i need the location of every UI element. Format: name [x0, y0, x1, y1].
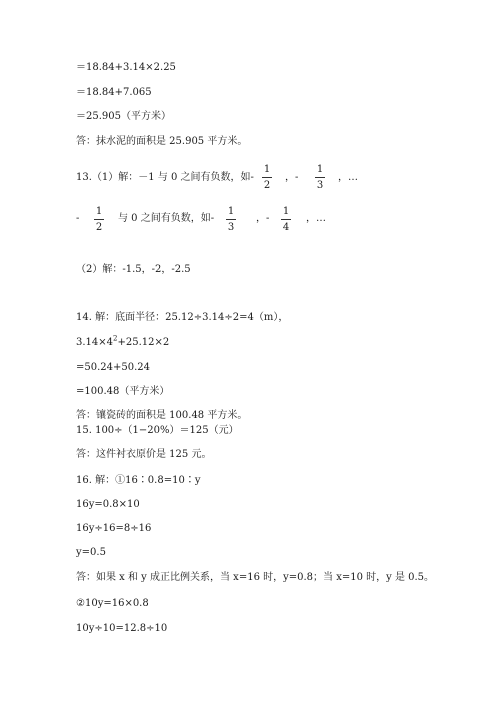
fraction-bar	[94, 219, 104, 220]
answer-line: 答：如果 x 和 y 成正比例关系，当 x=16 时，y=0.8；当 x=10 时，y 是 0.5。	[76, 572, 435, 583]
answer-line: 答：抹水泥的面积是 25.905 平方米。	[76, 136, 248, 147]
fraction	[92, 205, 106, 234]
fraction	[279, 205, 293, 234]
text-line: ＝25.905（平方米）	[76, 111, 171, 122]
fraction-numerator: 1	[316, 164, 324, 175]
fraction-numerator: 1	[227, 206, 235, 217]
text-line: （2）解：-1.5，-2，-2.5	[76, 264, 191, 275]
text-line: 14. 解：底面半径：25.12÷3.14÷2=4（m），	[76, 312, 289, 323]
text-line: 15. 100÷（1−20%）＝125（元）	[76, 425, 239, 436]
text-line: 10y÷10=12.8÷10	[76, 623, 168, 634]
separator-text: ，-	[256, 213, 270, 224]
fraction-denominator: 2	[263, 180, 271, 191]
fraction-denominator: 2	[95, 222, 103, 233]
fraction-bar	[262, 177, 272, 178]
text-line: 16y=0.8×10	[76, 499, 140, 510]
minus-sign: -	[76, 213, 80, 224]
fraction-denominator: 4	[282, 222, 290, 233]
fraction-bar	[281, 219, 291, 220]
q13-part1-text: 13.（1）解：－1 与 0 之间有负数，如-	[76, 172, 254, 183]
text-line: 16. 解：①16∶0.8=10∶y	[76, 475, 201, 486]
answer-line: 答：镶瓷砖的面积是 100.48 平方米。	[76, 410, 248, 421]
text-line: ＝18.84+3.14×2.25	[76, 62, 176, 73]
fraction-numerator: 1	[263, 164, 271, 175]
ellipsis-text: ，…	[306, 213, 326, 224]
fraction-denominator: 3	[316, 180, 324, 191]
fraction-numerator: 1	[282, 206, 290, 217]
fraction	[313, 163, 327, 192]
separator-text: ，-	[285, 172, 299, 183]
text-line: ②10y=16×0.8	[76, 598, 149, 609]
ellipsis-text: ，…	[338, 172, 358, 183]
q13-line2-text: 与 0 之间有负数，如-	[118, 213, 215, 224]
text-line: ＝18.84+7.065	[76, 87, 152, 98]
text-line: y=0.5	[76, 547, 106, 558]
text-line: =100.48（平方米）	[76, 386, 170, 397]
text-line: =50.24+50.24	[76, 362, 151, 373]
exponent: 2	[113, 334, 118, 343]
text-line	[76, 336, 169, 350]
fraction	[260, 163, 274, 192]
fraction	[224, 205, 238, 234]
text-line: 16y÷16=8÷16	[76, 523, 152, 534]
answer-line: 答：这件衬衣原价是 125 元。	[76, 449, 212, 460]
expr-part: 3.14×4	[76, 337, 114, 348]
fraction-denominator: 3	[227, 222, 235, 233]
expr-part: +25.12×2	[117, 337, 170, 348]
fraction-bar	[226, 219, 236, 220]
fraction-numerator: 1	[95, 206, 103, 217]
fraction-bar	[315, 177, 325, 178]
